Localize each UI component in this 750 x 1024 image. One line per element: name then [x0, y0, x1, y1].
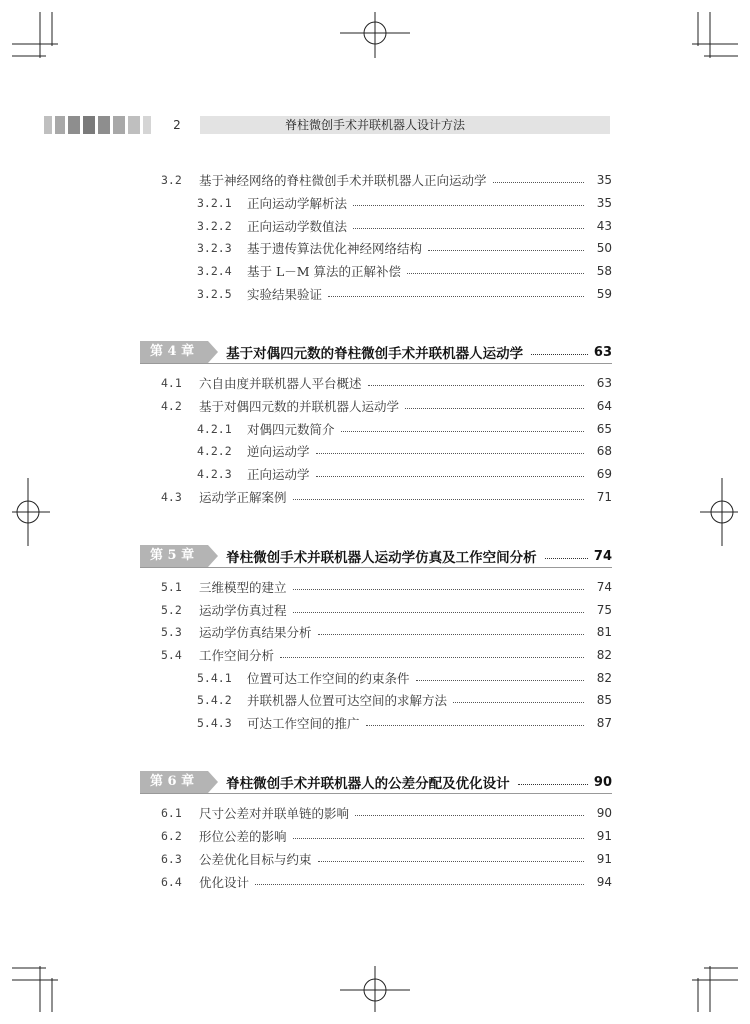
leader-dots [453, 702, 584, 703]
leader-dots [407, 273, 584, 274]
entry-title: 工作空间分析 [199, 648, 275, 663]
leader-dots [316, 476, 584, 477]
entry-title: 可达工作空间的推广 [247, 716, 360, 731]
entry-number: 5.4 [161, 648, 182, 662]
leader-dots [293, 612, 584, 613]
chapter-title: 基于对偶四元数的脊柱微创手术并联机器人运动学 [226, 346, 524, 362]
toc-chapter[interactable] [140, 545, 612, 567]
entry-number: 3.2.2 [197, 219, 232, 233]
entry-page: 94 [596, 875, 612, 889]
entry-title: 正向运动学解析法 [247, 196, 348, 211]
leader-dots [545, 558, 588, 559]
entry-number: 5.4.1 [197, 671, 232, 685]
entry-number: 3.2.1 [197, 196, 232, 210]
entry-page: 69 [596, 467, 612, 481]
entry-page: 81 [596, 625, 612, 639]
entry-page: 58 [596, 264, 612, 278]
page-number: 2 [160, 116, 194, 134]
toc-section[interactable] [161, 396, 612, 416]
leader-dots [341, 431, 584, 432]
toc-subsection[interactable] [197, 216, 612, 236]
entry-page: 43 [596, 219, 612, 233]
leader-dots [316, 453, 584, 454]
entry-number: 6.3 [161, 852, 182, 866]
toc-subsection[interactable] [197, 419, 612, 439]
entry-title: 公差优化目标与约束 [199, 852, 312, 867]
entry-title: 并联机器人位置可达空间的求解方法 [247, 693, 448, 708]
toc-section[interactable] [161, 600, 612, 620]
toc-subsection[interactable] [197, 238, 612, 258]
entry-number: 4.3 [161, 490, 182, 504]
entry-number: 4.2 [161, 399, 182, 413]
leader-dots [353, 228, 584, 229]
leader-dots [255, 884, 584, 885]
entry-page: 91 [596, 829, 612, 843]
entry-title: 逆向运动学 [247, 444, 310, 459]
entry-page: 75 [596, 603, 612, 617]
toc-chapter[interactable] [140, 341, 612, 363]
entry-number: 3.2.5 [197, 287, 232, 301]
toc-subsection[interactable] [197, 441, 612, 461]
toc-subsection[interactable] [197, 193, 612, 213]
leader-dots [355, 815, 584, 816]
entry-page: 91 [596, 852, 612, 866]
entry-page: 50 [596, 241, 612, 255]
leader-dots [293, 499, 584, 500]
chapter-rule [140, 793, 612, 794]
toc-section[interactable] [161, 849, 612, 869]
leader-dots [493, 182, 584, 183]
running-header [44, 116, 610, 134]
entry-number: 5.2 [161, 603, 182, 617]
entry-title: 六自由度并联机器人平台概述 [199, 376, 362, 391]
entry-title: 运动学仿真过程 [199, 603, 287, 618]
leader-dots [416, 680, 584, 681]
entry-number: 3.2.3 [197, 241, 232, 255]
entry-page: 64 [596, 399, 612, 413]
chapter-title: 脊柱微创手术并联机器人的公差分配及优化设计 [226, 776, 510, 792]
entry-number: 4.2.2 [197, 444, 232, 458]
entry-number: 6.1 [161, 806, 182, 820]
leader-dots [293, 838, 584, 839]
entry-number: 6.4 [161, 875, 182, 889]
chapter-page: 90 [593, 774, 612, 790]
entry-title: 对偶四元数简介 [247, 422, 335, 437]
toc-section[interactable] [161, 577, 612, 597]
leader-dots [353, 205, 584, 206]
leader-dots [405, 408, 584, 409]
toc-section[interactable] [161, 872, 612, 892]
entry-number: 5.4.3 [197, 716, 232, 730]
entry-number: 5.1 [161, 580, 182, 594]
entry-number: 3.2 [161, 173, 182, 187]
entry-page: 35 [596, 196, 612, 210]
leader-dots [428, 250, 584, 251]
leader-dots [280, 657, 584, 658]
entry-page: 71 [596, 490, 612, 504]
chapter-rule [140, 363, 612, 364]
chapter-title: 脊柱微创手术并联机器人运动学仿真及工作空间分析 [226, 550, 537, 566]
entry-number: 4.2.1 [197, 422, 232, 436]
leader-dots [328, 296, 584, 297]
leader-dots [366, 725, 584, 726]
leader-dots [531, 354, 588, 355]
entry-title: 运动学正解案例 [199, 490, 287, 505]
entry-title: 尺寸公差对并联单链的影响 [199, 806, 350, 821]
entry-title: 运动学仿真结果分析 [199, 625, 312, 640]
toc-subsection[interactable] [197, 284, 612, 304]
chapter-rule [140, 567, 612, 568]
entry-number: 6.2 [161, 829, 182, 843]
chapter-label: 第 5 章 [140, 545, 208, 567]
entry-title: 位置可达工作空间的约束条件 [247, 671, 410, 686]
toc-section[interactable] [161, 826, 612, 846]
entry-page: 85 [596, 693, 612, 707]
leader-dots [318, 861, 584, 862]
leader-dots [518, 784, 588, 785]
toc-section[interactable] [161, 487, 612, 507]
toc-section[interactable] [161, 373, 612, 393]
toc-subsection[interactable] [197, 261, 612, 281]
entry-number: 3.2.4 [197, 264, 232, 278]
entry-title: 基于 L－M 算法的正解补偿 [247, 264, 402, 279]
chapter-page: 63 [593, 344, 612, 360]
entry-title: 正向运动学 [247, 467, 310, 482]
chapter-label: 第 4 章 [140, 341, 208, 363]
entry-page: 82 [596, 671, 612, 685]
entry-number: 5.3 [161, 625, 182, 639]
toc-chapter[interactable] [140, 771, 612, 793]
entry-page: 87 [596, 716, 612, 730]
leader-dots [318, 634, 584, 635]
entry-title: 基于神经网络的脊柱微创手术并联机器人正向运动学 [199, 173, 487, 188]
entry-title: 优化设计 [199, 875, 250, 890]
entry-title: 形位公差的影响 [199, 829, 287, 844]
entry-title: 实验结果验证 [247, 287, 323, 302]
entry-title: 正向运动学数值法 [247, 219, 348, 234]
header-gradient-blocks [44, 116, 154, 134]
entry-title: 三维模型的建立 [199, 580, 287, 595]
entry-number: 4.1 [161, 376, 182, 390]
leader-dots [293, 589, 584, 590]
toc-section[interactable] [161, 645, 612, 665]
toc-section[interactable] [161, 803, 612, 823]
toc-subsection[interactable] [197, 464, 612, 484]
chapter-label: 第 6 章 [140, 771, 208, 793]
entry-title: 基于遗传算法优化神经网络结构 [247, 241, 423, 256]
entry-page: 68 [596, 444, 612, 458]
entry-number: 5.4.2 [197, 693, 232, 707]
entry-page: 63 [596, 376, 612, 390]
book-title: 脊柱微创手术并联机器人设计方法 [284, 118, 465, 132]
entry-page: 90 [596, 806, 612, 820]
entry-page: 82 [596, 648, 612, 662]
toc-section[interactable] [161, 170, 612, 190]
toc-section[interactable] [161, 622, 612, 642]
entry-page: 35 [596, 173, 612, 187]
entry-page: 74 [596, 580, 612, 594]
entry-page: 65 [596, 422, 612, 436]
entry-title: 基于对偶四元数的并联机器人运动学 [199, 399, 400, 414]
leader-dots [368, 385, 584, 386]
toc-subsection[interactable] [197, 690, 612, 710]
toc-subsection[interactable] [197, 713, 612, 733]
toc-subsection[interactable] [197, 668, 612, 688]
entry-page: 59 [596, 287, 612, 301]
chapter-page: 74 [593, 548, 612, 564]
entry-number: 4.2.3 [197, 467, 232, 481]
